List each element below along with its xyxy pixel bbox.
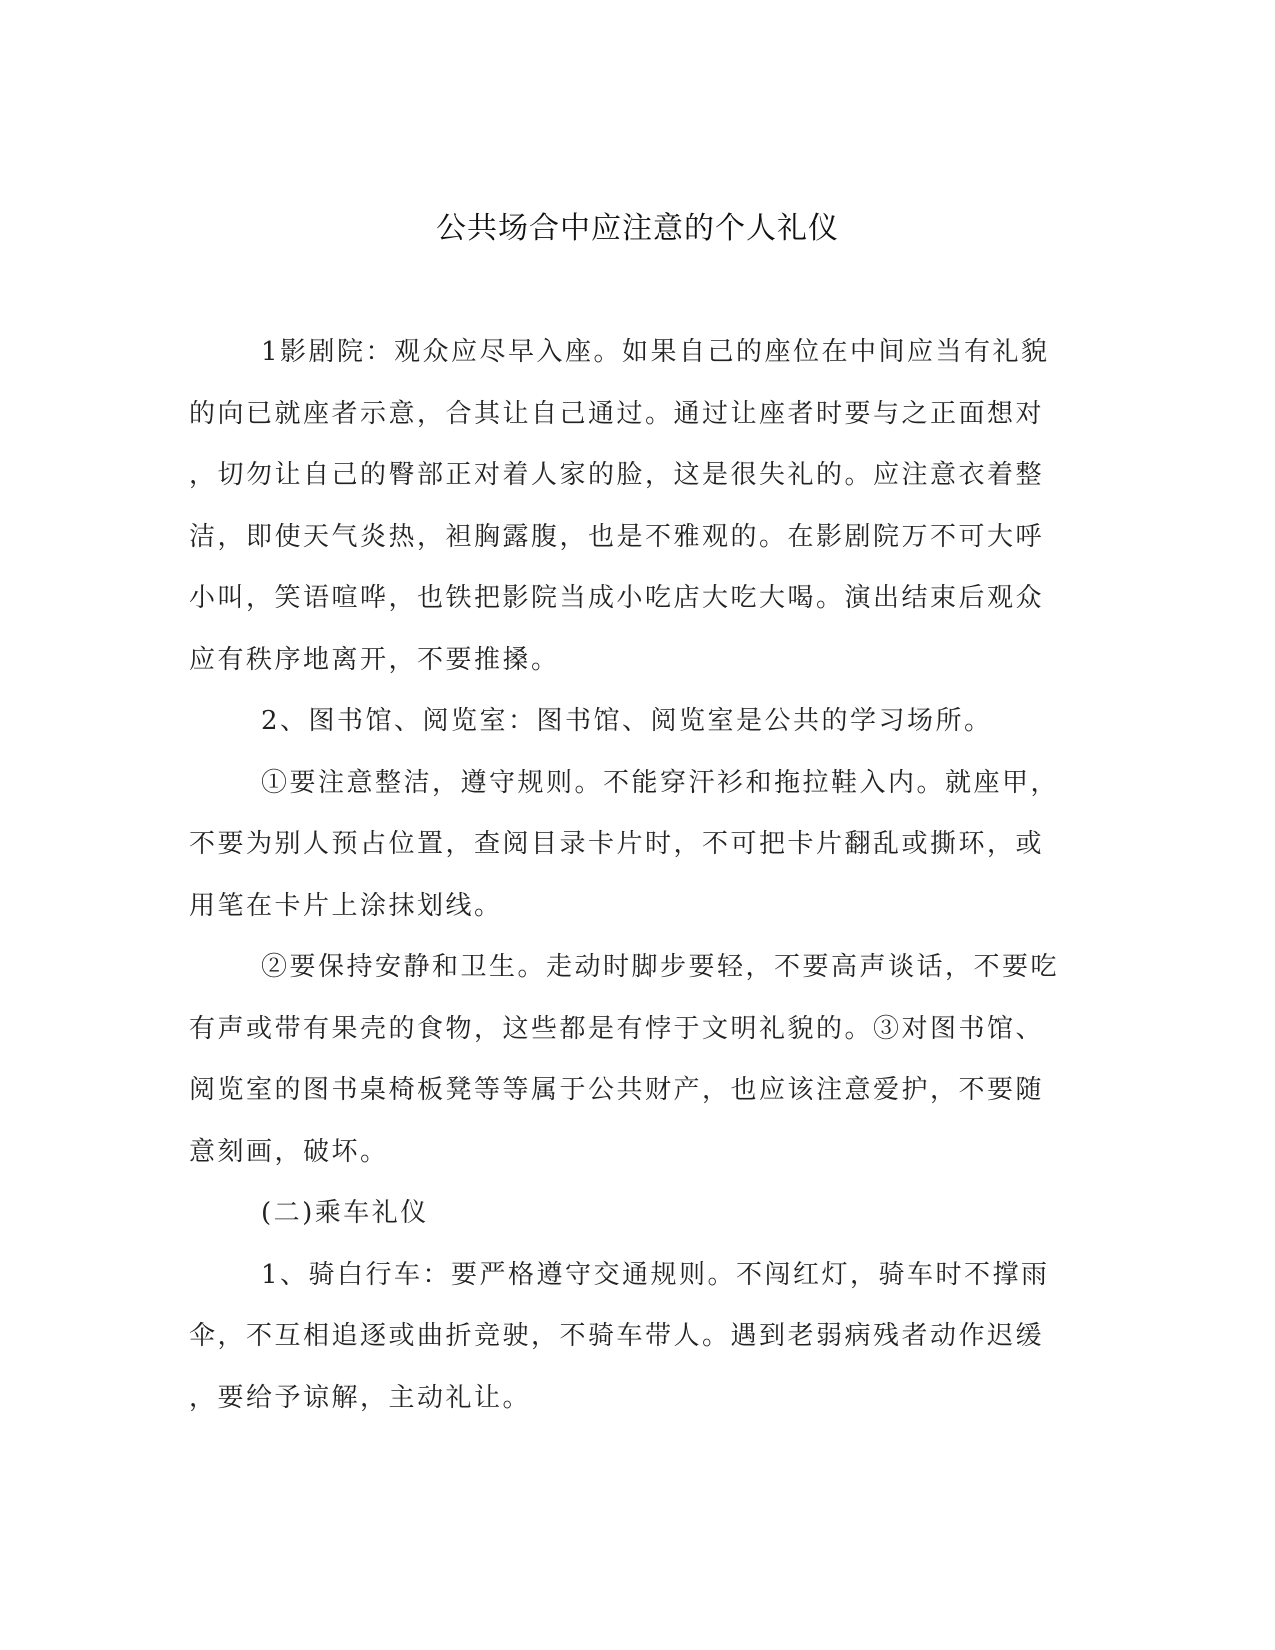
text-line: 2、图书馆、阅览室：图书馆、阅览室是公共的学习场所。 xyxy=(261,706,993,736)
text-line: 洁，即使天气炎热，袒胸露腹，也是不雅观的。在影剧院万不可大呼 xyxy=(189,521,1045,552)
document-body xyxy=(189,322,1079,1429)
text-line: 的向已就座者示意，合其让自己通过。通过让座者时要与之正面想对 xyxy=(189,398,1045,429)
text-line: ，要给予谅解，主动礼让。 xyxy=(189,1382,532,1413)
text-line: 伞，不互相追逐或曲折竞驶，不骑车带人。遇到老弱病残者动作迟缓 xyxy=(189,1321,1045,1351)
text-line: 应有秩序地离开，不要推搡。 xyxy=(189,644,560,675)
text-line: 意刻画，破坏。 xyxy=(189,1136,389,1167)
text-line: 小叫，笑语喧哗，也铁把影院当成小吃店大吃大喝。演出结束后观众 xyxy=(189,583,1045,613)
text-line: 1、骑白行车：要严格遵守交通规则。不闯红灯，骑车时不撑雨 xyxy=(261,1259,1050,1290)
text-line: 阅览室的图书桌椅板凳等等属于公共财产，也应该注意爱护，不要随 xyxy=(189,1075,1045,1105)
text-line: 用笔在卡片上涂抹划线。 xyxy=(189,890,503,921)
document-title: 公共场合中应注意的个人礼仪 xyxy=(436,211,839,246)
text-line: (二)乘车礼仪 xyxy=(261,1198,429,1228)
text-line: ，切勿让自己的臀部正对着人家的脸，这是很失礼的。应注意衣着整 xyxy=(189,460,1045,490)
text-line: 有声或带有果壳的食物，这些都是有悖于文明礼貌的。③对图书馆、 xyxy=(189,1013,1045,1044)
text-line: 不要为别人预占位置，查阅目录卡片时，不可把卡片翻乱或撕环，或 xyxy=(189,829,1045,859)
text-line: 1影剧院：观众应尽早入座。如果自己的座位在中间应当有礼貌 xyxy=(261,337,1050,367)
text-line: ②要保持安静和卫生。走动时脚步要轻，不要高声谈话，不要吃 xyxy=(261,952,1060,982)
text-line: ①要注意整洁，遵守规则。不能穿汗衫和拖拉鞋入内。就座甲， xyxy=(261,767,1060,798)
